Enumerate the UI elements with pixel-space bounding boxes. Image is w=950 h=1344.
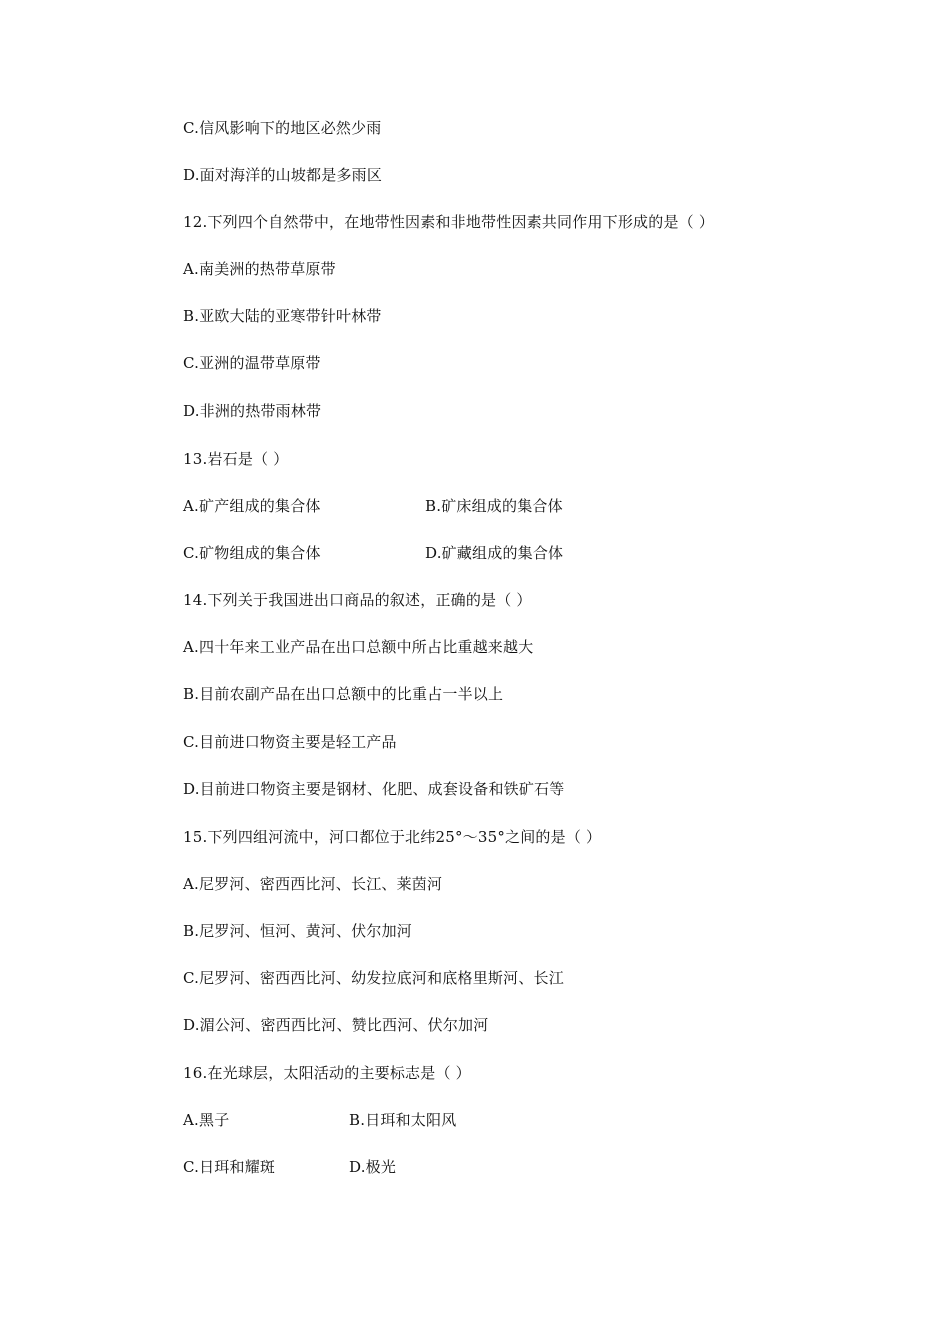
q11-option-c: C.信风影响下的地区必然少雨	[183, 119, 382, 137]
q15-option-a: A.尼罗河、密西西比河、长江、莱茵河	[183, 875, 443, 893]
q12-option-d: D.非洲的热带雨林带	[183, 402, 322, 420]
q14-option-c: C.目前进口物资主要是轻工产品	[183, 733, 397, 751]
q13-option-c: C.矿物组成的集合体	[183, 544, 321, 562]
q15-option-b: B.尼罗河、恒河、黄河、伏尔加河	[183, 922, 412, 940]
q12-option-c: C.亚洲的温带草原带	[183, 354, 321, 372]
q16-stem: 16.在光球层，太阳活动的主要标志是（ ）	[183, 1064, 471, 1082]
q14-option-a: A.四十年来工业产品在出口总额中所占比重越来越大	[183, 638, 534, 656]
q16-option-c: C.日珥和耀斑	[183, 1158, 276, 1176]
q13-stem: 13.岩石是（ ）	[183, 450, 289, 468]
q13-option-a: A.矿产组成的集合体	[183, 497, 321, 515]
q16-option-a: A.黑子	[183, 1111, 230, 1129]
q15-option-d: D.湄公河、密西西比河、赞比西河、伏尔加河	[183, 1016, 489, 1034]
q12-option-a: A.南美洲的热带草原带	[183, 260, 336, 278]
q14-stem: 14.下列关于我国进出口商品的叙述，正确的是（ ）	[183, 591, 532, 609]
q13-option-d: D.矿藏组成的集合体	[425, 544, 564, 562]
q12-option-b: B.亚欧大陆的亚寒带针叶林带	[183, 307, 382, 325]
q13-option-b: B.矿床组成的集合体	[425, 497, 563, 515]
q15-stem: 15.下列四组河流中，河口都位于北纬25°～35°之间的是（ ）	[183, 828, 602, 846]
q16-option-d: D.极光	[349, 1158, 397, 1176]
q15-option-c: C.尼罗河、密西西比河、幼发拉底河和底格里斯河、长江	[183, 969, 564, 987]
q14-option-d: D.目前进口物资主要是钢材、化肥、成套设备和铁矿石等	[183, 780, 565, 798]
q11-option-d: D.面对海洋的山坡都是多雨区	[183, 166, 383, 184]
q14-option-b: B.目前农副产品在出口总额中的比重占一半以上	[183, 685, 504, 703]
q16-option-b: B.日珥和太阳风	[349, 1111, 457, 1129]
q12-stem: 12.下列四个自然带中，在地带性因素和非地带性因素共同作用下形成的是（ ）	[183, 213, 715, 231]
